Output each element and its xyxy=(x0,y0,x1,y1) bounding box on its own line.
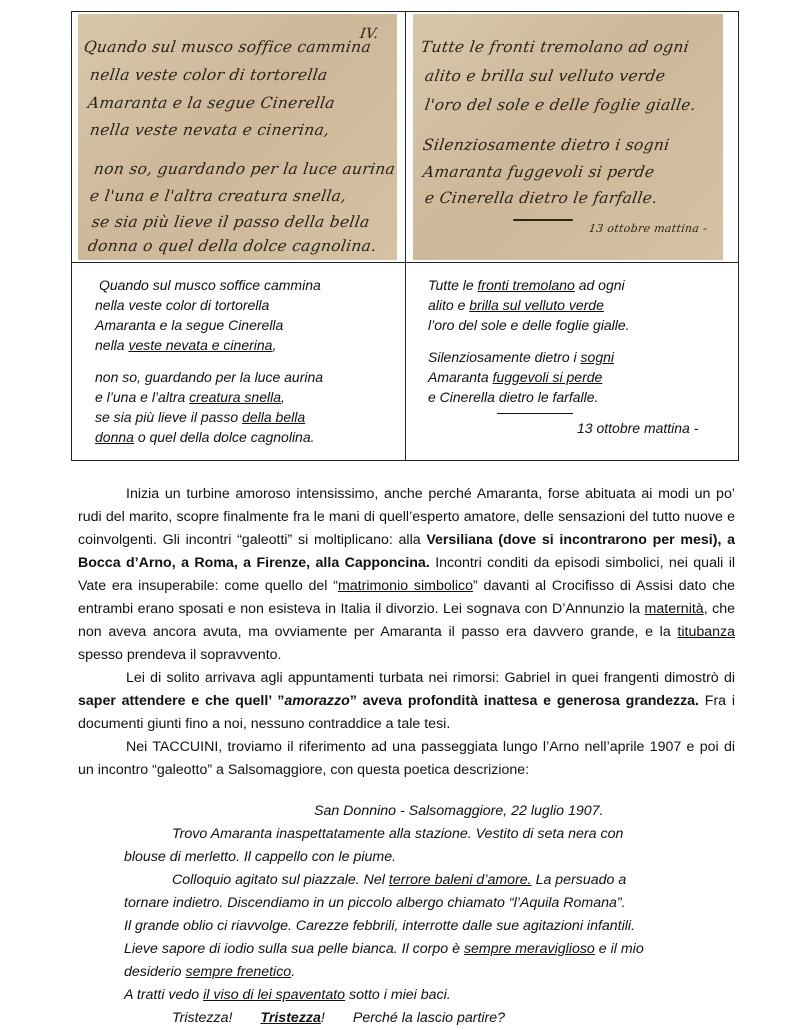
manuscript-image-left xyxy=(78,14,397,260)
verse-line: l’oro del sole e delle foglie gialle. xyxy=(428,317,630,333)
diary-line: A tratti vedo il viso di lei spaventato sotto i miei baci. xyxy=(124,987,451,1003)
verse-line: nella veste nevata e cinerina, xyxy=(95,337,277,353)
verse-line: Amaranta fuggevoli si perde xyxy=(428,369,603,385)
diary-quote xyxy=(124,800,668,1030)
manuscript-line: se sia più lieve il passo della bella xyxy=(90,213,371,231)
manuscript-line: alito e brilla sul velluto verde xyxy=(423,67,667,85)
manuscript-line: e l'una e l'altra creatura snella, xyxy=(88,187,348,205)
manuscript-line: donna o quel della dolce cagnolina. xyxy=(86,237,378,255)
verse-line: Quando sul musco soffice cammina xyxy=(99,277,321,293)
verse-line: e l’una e l’altra creatura snella, xyxy=(95,389,285,405)
diary-heading: San Donnino - Salsomaggiore, 22 luglio 1907. xyxy=(314,803,604,819)
manuscript-line: nella veste nevata e cinerina, xyxy=(88,121,331,139)
paragraph: Lei di solito arrivava agli appuntamenti turbata nei rimorsi: Gabriel in quei frangenti dimostrò di saper attendere e che quell’ ”amorazzo” aveva profondità inattesa e generosa grandezza. Fra i documenti giunti fino a noi, nessuno contraddice a tale tesi. xyxy=(78,670,735,732)
verse-line: alito e brilla sul velluto verde xyxy=(428,297,604,313)
verse-line: donna o quel della dolce cagnolina. xyxy=(95,429,315,445)
verse-line: Tutte le fronti tremolano ad ogni xyxy=(428,277,625,293)
transcription-left xyxy=(95,275,395,447)
verse-line: Silenziosamente dietro i sogni xyxy=(428,349,614,365)
diary-line: Colloquio agitato sul piazzale. Nel terrore baleni d’amore. La persuado a xyxy=(172,872,627,888)
manuscript-numeral: IV. xyxy=(358,26,380,42)
transcription-right xyxy=(428,275,728,438)
body-text xyxy=(78,483,735,782)
verse-line: non so, guardando per la luce aurina xyxy=(95,369,324,385)
manuscript-line: Amaranta e la segue Cinerella xyxy=(86,94,337,112)
manuscript-line: nella veste color di tortorella xyxy=(88,66,329,84)
manuscript-dash xyxy=(513,219,573,221)
manuscript-line: l'oro del sole e delle foglie gialle. xyxy=(423,96,698,114)
table-horizontal-divider xyxy=(72,262,738,263)
poem-table xyxy=(71,11,739,461)
diary-line: Tristezza! Tristezza! Perché la lascio partire? xyxy=(172,1010,506,1026)
diary-line: tornare indietro. Discendiamo in un piccolo albergo chiamato “l’Aquila Romana”. xyxy=(124,895,626,911)
diary-line: Il grande oblio ci riavvolge. Carezze febbrili, interrotte dalle sue agitazioni infantili. xyxy=(124,918,636,934)
manuscript-line: e Cinerella dietro le farfalle. xyxy=(423,189,659,207)
diary-line: Lieve sapore di iodio sulla sua pelle bianca. Il corpo è sempre meraviglioso e il mio xyxy=(124,941,644,957)
manuscript-image-right xyxy=(413,14,723,260)
verse-line: Amaranta e la segue Cinerella xyxy=(95,317,284,333)
paragraph: Nei TACCUINI, troviamo il riferimento ad una passeggiata lungo l’Arno nell’aprile 1907 e poi di un incontro “galeotto” a Salsomaggiore, con questa poetica descrizione: xyxy=(78,739,735,778)
poem-date: 13 ottobre mattina - xyxy=(577,420,699,436)
verse-line: se sia più lieve il passo della bella xyxy=(95,409,306,425)
manuscript-line: Tutte le fronti tremolano ad ogni xyxy=(419,38,691,56)
separator-rule xyxy=(497,413,573,414)
manuscript-signature: 13 ottobre mattina - xyxy=(588,222,709,235)
manuscript-line: Silenziosamente dietro i sogni xyxy=(421,136,671,154)
diary-line: desiderio sempre frenetico. xyxy=(124,964,296,980)
verse-line: nella veste color di tortorella xyxy=(95,297,270,313)
diary-line: blouse di merletto. Il cappello con le piume. xyxy=(124,849,397,865)
verse-line: e Cinerella dietro le farfalle. xyxy=(428,389,599,405)
manuscript-line: non so, guardando per la luce aurina xyxy=(92,160,397,178)
paragraph: Inizia un turbine amoroso intensissimo, anche perché Amaranta, forse abituata ai modi un po’ rudi del marito, scopre finalmente fra le mani di quell’esperto amatore, delle sensazioni del tutto nuove e coinvolgenti. Gli incontri “galeotti” si moltiplicano: alla Versiliana (dove si incontrarono per mesi), a Bocca d’Arno, a Roma, a Firenze, alla Capponcina. Incontri conditi da episodi simbolici, nei quali il Vate era insuperabile: come quello del “matrimonio simbolico” davanti al Crocifisso di Assisi dato che entrambi erano sposati e non esisteva in Italia il divorzio. Lei sognava con D’Annunzio la maternità, che non aveva ancora avuta, ma ovviamente per Amaranta il passo era davvero grande, e la titubanza spesso prendeva il sopravvento. xyxy=(78,486,736,663)
table-vertical-divider xyxy=(405,12,406,460)
diary-line: Trovo Amaranta inaspettatamente alla stazione. Vestito di seta nera con xyxy=(172,826,624,842)
manuscript-line: Quando sul musco soffice cammina xyxy=(82,38,373,56)
manuscript-line: Amaranta fuggevoli si perde xyxy=(421,163,656,181)
